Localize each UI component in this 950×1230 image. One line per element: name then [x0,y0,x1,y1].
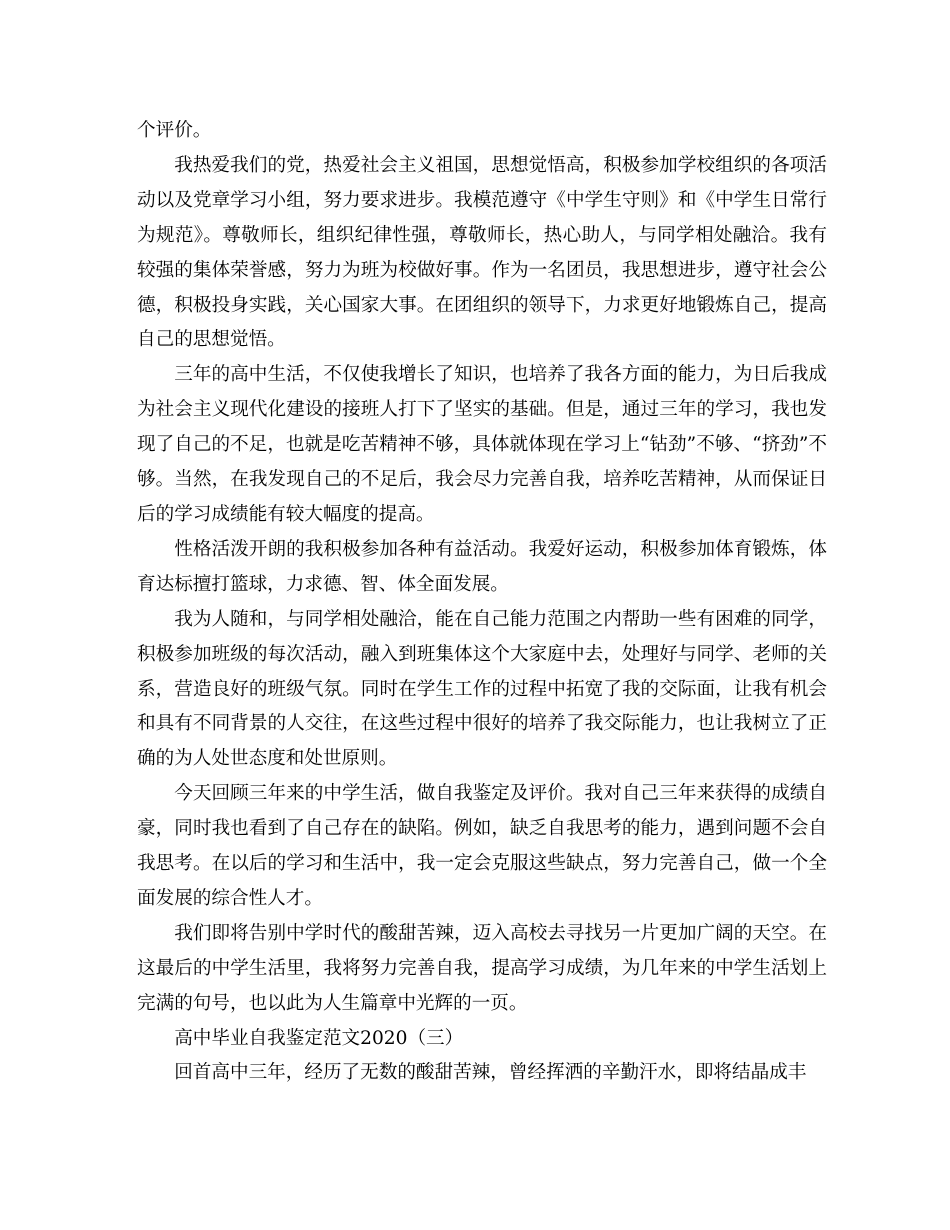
paragraph-section-start: 回首高中三年，经历了无数的酸甜苦辣，曾经挥洒的辛勤汗水，即将结晶成丰 [174,1062,807,1084]
paragraph-continuation: 个评价。 [137,120,212,141]
paragraph-relationships: 我为人随和，与同学相处融洽，能在自己能力范围之内帮助一些有困难的同学，积极参加班级的每次活动，融入到班集体这个大家庭中去，处理好与同学、老师的关系，营造良好的班级气氛。同时在学生工作的过程中拓宽了我的交际面，让我有机会和具有不同背景的人交往，在这些过程中很好的培养了我交际能力，也让我树立了正确的为人处世态度和处世原则。 [137,608,827,770]
section-heading: 高中毕业自我鉴定范文2020（三） [174,1027,464,1049]
paragraph-farewell: 我们即将告别中学时代的酸甜苦辣，迈入高校去寻找另一片更加广阔的天空。在这最后的中学生活里，我将努力完善自我，提高学习成绩，为几年来的中学生活划上完满的句号，也以此为人生篇章中光辉的一页。 [137,922,827,1014]
document-page [137,114,827,1091]
paragraph-study-reflection: 三年的高中生活，不仅使我增长了知识，也培养了我各方面的能力，为日后我成为社会主义现代化建设的接班人打下了坚实的基础。但是，通过三年的学习，我也发现了自己的不足，也就是吃苦精神不够，具体就体现在学习上“钻劲”不够、“挤劲”不够。当然，在我发现自己的不足后，我会尽力完善自我，培养吃苦精神，从而保证日后的学习成绩能有较大幅度的提高。 [137,364,827,525]
paragraph-activities: 性格活泼开朗的我积极参加各种有益活动。我爱好运动，积极参加体育锻炼，体育达标擅打篮球，力求德、智、体全面发展。 [137,538,827,595]
paragraph-political-attitude: 我热爱我们的党，热爱社会主义祖国，思想觉悟高，积极参加学校组织的各项活动以及党章学习小组，努力要求进步。我模范遵守《中学生守则》和《中学生日常行为规范》。尊敬师长，组织纪律性强，尊敬师长，热心助人，与同学相处融洽。我有较强的集体荣誉感，努力为班为校做好事。作为一名团员，我思想进步，遵守社会公德，积极投身实践，关心国家大事。在团组织的领导下，力求更好地锻炼自己，提高自己的思想觉悟。 [137,154,827,351]
paragraph-self-evaluation: 今天回顾三年来的中学生活，做自我鉴定及评价。我对自己三年来获得的成绩自豪，同时我也看到了自己存在的缺陷。例如，缺乏自我思考的能力，遇到问题不会自我思考。在以后的学习和生活中，我一定会克服这些缺点，努力完善自己，做一个全面发展的综合性人才。 [137,783,827,909]
